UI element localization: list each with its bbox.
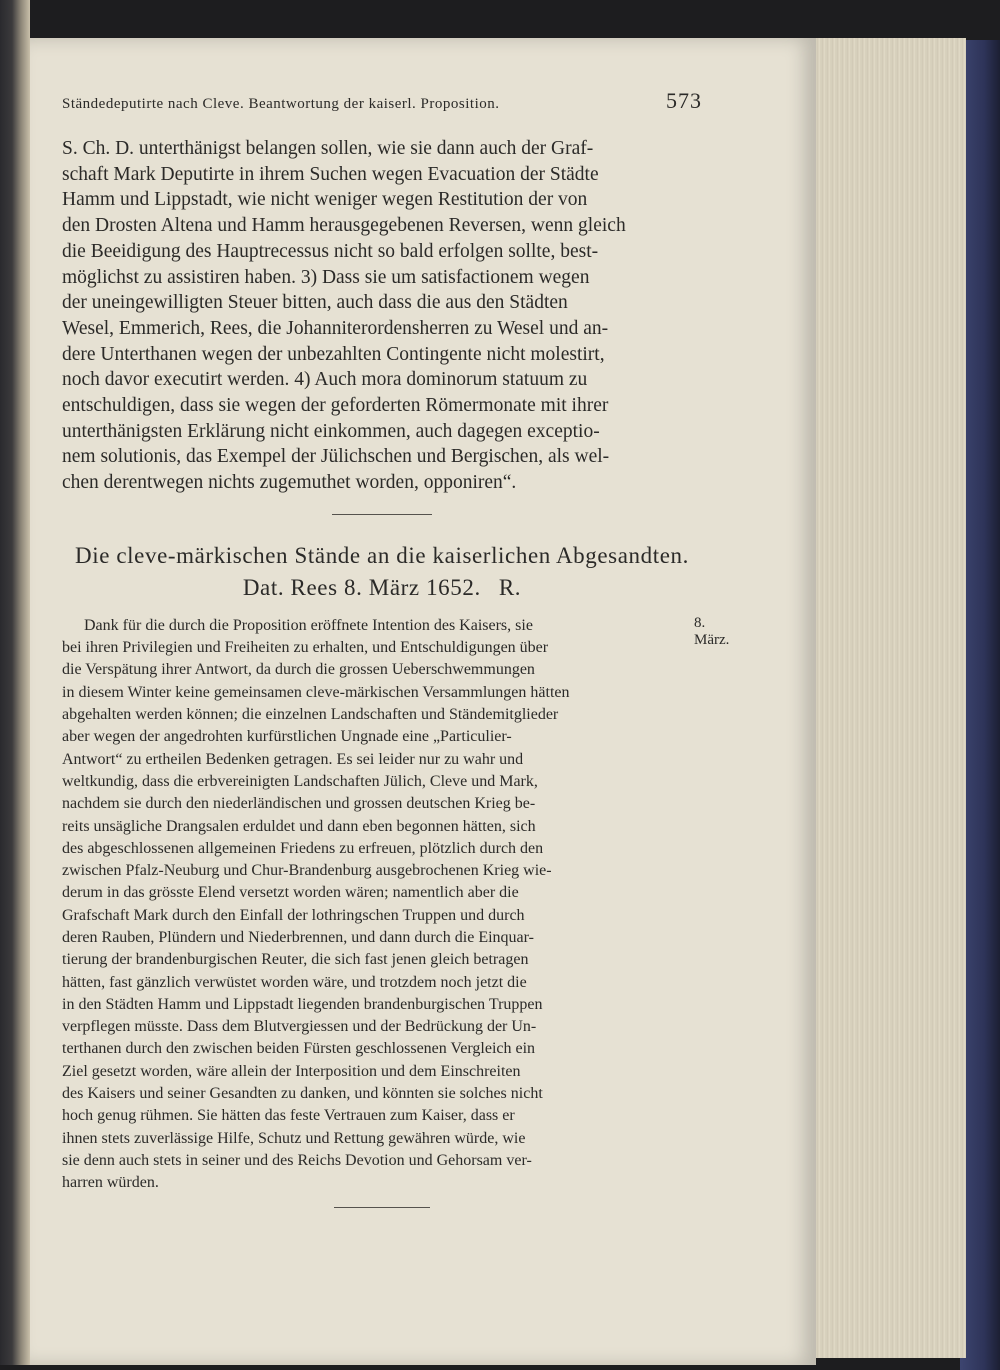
margin-date: 8. März. <box>694 614 730 648</box>
summary-line: deren Rauben, Plündern und Niederbrennen, und dann durch die Einquar- <box>62 929 534 946</box>
summary-line: bei ihren Privilegien und Freiheiten zu erhalten, und Entschuldigungen über <box>62 639 549 657</box>
summary-line: weltkundig, dass die erbvereinigten Landschaften Jülich, Cleve und Mark, <box>62 772 538 790</box>
dateline-mark: R. <box>498 574 522 600</box>
text-line: schaft Mark Deputirte in ihrem Suchen wegen Evacuation der Städte <box>62 163 599 185</box>
text-line: dere Unterthanen wegen der unbezahlten Contingente nicht molestirt, <box>62 343 605 365</box>
summary-paragraph <box>62 615 702 1195</box>
summary-line: die Verspätung ihrer Antwort, da durch die grossen Ueberschwemmungen <box>62 661 535 679</box>
text-line: entschuldigen, dass sie wegen der geforderten Römermonate mit ihrer <box>62 395 609 417</box>
summary-line: des Kaisers und seiner Gesandten zu danken, und könnten sie solches nicht <box>62 1085 543 1103</box>
page-edges-stack <box>815 38 966 1358</box>
summary-line: hoch genug rühmen. Sie hätten das feste Vertrauen zum Kaiser, dass er <box>62 1107 515 1125</box>
summary-line: des abgeschlossenen allgemeinen Friedens zu erfreuen, plötzlich durch den <box>62 839 544 857</box>
text-line: den Drosten Altena und Hamm herausgegebenen Reversen, wenn gleich <box>62 215 626 237</box>
summary-line: derum in das grösste Elend versetzt worden wären; namentlich aber die <box>62 884 519 902</box>
page-content <box>62 88 730 1208</box>
end-divider <box>334 1207 430 1208</box>
text-line: die Beeidigung des Hauptrecessus nicht so bald erfolgen sollte, best- <box>62 240 599 262</box>
summary-line: in den Städten Hamm und Lippstadt liegenden brandenburgischen Truppen <box>62 995 543 1013</box>
summary-line: zwischen Pfalz-Neuburg und Chur-Brandenburg ausgebrochenen Krieg wie- <box>62 862 552 880</box>
summary-line: tierung der brandenburgischen Reuter, die sich fast jenen gleich betragen <box>62 951 529 969</box>
text-line: Wesel, Emmerich, Rees, die Johanniterordensherren zu Wesel und an- <box>62 317 609 339</box>
book-cover-edge <box>960 40 1000 1370</box>
summary-line: verpflegen müsste. Dass dem Blutvergiessen und der Bedrückung der Un- <box>62 1018 537 1036</box>
section-divider <box>332 514 432 515</box>
book-page <box>30 38 816 1365</box>
summary-line: Antwort“ zu ertheilen Bedenken getragen. Es sei leider nur zu wahr und <box>62 750 524 768</box>
text-line: der uneingewilligten Steuer bitten, auch dass die aus den Städten <box>62 292 568 314</box>
summary-line: Dank für die durch die Proposition eröffnete Intention des Kaisers, sie <box>84 616 533 634</box>
summary-line: sie denn auch stets in seiner und des Reichs Devotion und Gehorsam ver- <box>62 1151 532 1169</box>
book-gutter-left <box>0 0 30 1365</box>
summary-line: abgehalten werden können; die einzelnen Landschaften und Ständemitglieder <box>62 706 559 724</box>
section-dateline <box>62 575 702 601</box>
section-heading: Die cleve-märkischen Stände an die kaiserlichen Abgesandten. <box>75 542 689 568</box>
text-line: Hamm und Lippstadt, wie nicht weniger wegen Restitution der von <box>62 189 588 211</box>
summary-line: ihnen stets zuverlässige Hilfe, Schutz und Rettung gewähren würde, wie <box>62 1129 526 1147</box>
text-line: unterthänigsten Erklärung nicht einkommen, auch dagegen exceptio- <box>62 420 600 442</box>
summary-line: Grafschaft Mark durch den Einfall der lothringschen Truppen und durch <box>62 906 525 924</box>
running-head-title: Ständedeputirte nach Cleve. Beantwortung der kaiserl. Proposition. <box>62 96 500 112</box>
text-line: noch davor executirt werden. 4) Auch mora dominorum statuum zu <box>62 369 588 391</box>
text-line: nem solutionis, das Exempel der Jülichschen und Bergischen, als wel- <box>62 446 610 468</box>
text-line: möglichst zu assistiren haben. 3) Dass sie um satisfactionem wegen <box>62 266 590 288</box>
summary-block <box>62 614 730 1195</box>
text-line: S. Ch. D. unterthänigst belangen sollen, wie sie dann auch der Graf- <box>62 138 594 159</box>
summary-line: nachdem sie durch den niederländischen und grossen deutschen Krieg be- <box>62 795 536 813</box>
summary-line: aber wegen der angedrohten kurfürstlichen Ungnade eine „Particulier- <box>62 728 512 746</box>
text-line: chen derentwegen nichts zugemuthet worden, opponiren“. <box>62 472 517 494</box>
summary-line: Ziel gesetzt worden, wäre allein der Interposition und dem Einschreiten <box>62 1062 521 1080</box>
page-number: 573 <box>666 88 702 113</box>
summary-line: terthanen durch den zwischen beiden Fürsten geschlossenen Vergleich ein <box>62 1040 536 1058</box>
running-head <box>62 88 702 114</box>
summary-line: hätten, fast gänzlich verwüstet worden wäre, und trotzdem noch jetzt die <box>62 973 527 991</box>
dateline-text: Dat. Rees 8. März 1652. <box>242 574 481 600</box>
summary-line: in diesem Winter keine gemeinsamen cleve-märkischen Versammlungen hätten <box>62 683 570 701</box>
summary-line: harren würden. <box>62 1174 159 1192</box>
body-paragraph <box>62 136 702 496</box>
summary-line: reits unsägliche Drangsalen erduldet und dann eben begonnen hätten, sich <box>62 817 536 835</box>
